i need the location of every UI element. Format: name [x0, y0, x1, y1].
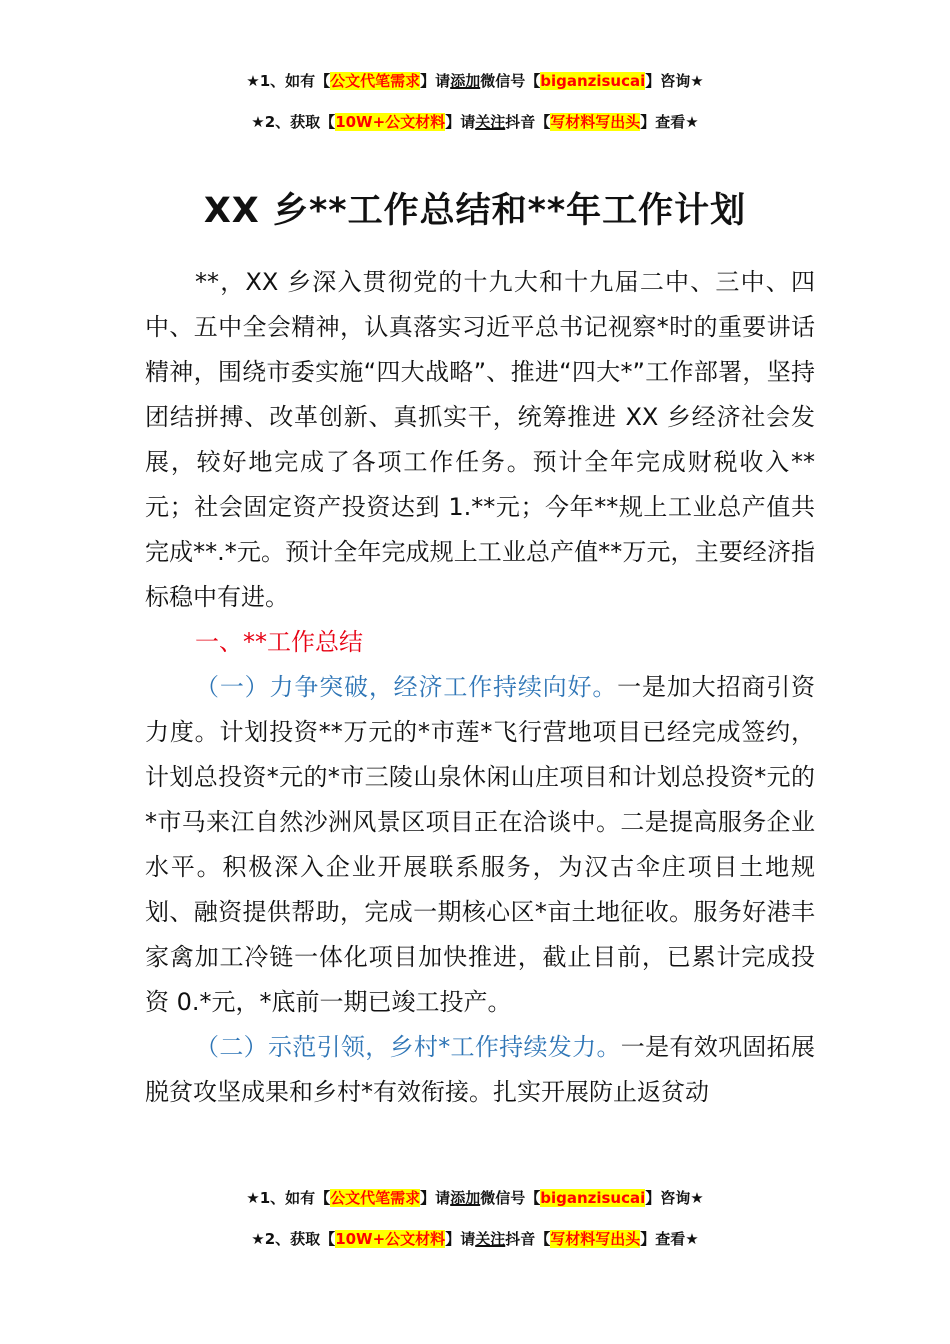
banner-highlight: 公文代笔需求 — [330, 72, 421, 90]
banner-text: 】查看★ — [640, 113, 699, 131]
banner-text: 抖音【 — [505, 1230, 551, 1248]
banner-text: 】请 — [420, 1189, 451, 1207]
banner-text: 】咨询★ — [645, 1189, 704, 1207]
banner-text: 抖音【 — [505, 113, 551, 131]
banner-emphasis: 添加 — [450, 72, 481, 90]
banner-highlight: 写材料写出头 — [550, 113, 641, 131]
banner-text: 】请 — [445, 1230, 476, 1248]
banner-text: ★1、如有【 — [246, 72, 331, 90]
banner-highlight: 写材料写出头 — [550, 1230, 641, 1248]
banner-text: 微信号【 — [480, 1189, 541, 1207]
top-banner-line-1 — [0, 70, 950, 91]
banner-highlight: 10W+公文材料 — [335, 113, 446, 131]
subsection-heading: （一）力争突破，经济工作持续向好。 — [195, 673, 618, 701]
banner-emphasis: 添加 — [450, 1189, 481, 1207]
section-heading: 一、**工作总结 — [195, 628, 363, 656]
banner-highlight: biganzisucai — [540, 72, 646, 90]
banner-text: 】请 — [420, 72, 451, 90]
subsection-text: 一是有效巩固拓展脱贫攻坚成果和乡村*有效衔接。扎实开展防止返贫动 — [145, 1033, 816, 1106]
banner-emphasis: 关注 — [475, 113, 506, 131]
bottom-banner-line-1 — [0, 1187, 950, 1208]
bottom-banner-line-2 — [0, 1228, 950, 1249]
subsection-paragraph — [145, 1025, 815, 1115]
banner-highlight: 公文代笔需求 — [330, 1189, 421, 1207]
banner-text: 】咨询★ — [645, 72, 704, 90]
top-banner-line-2 — [0, 111, 950, 132]
subsection-paragraph — [145, 665, 815, 1025]
subsection-text: 一是加大招商引资力度。计划投资**万元的*市莲*飞行营地项目已经完成签约，计划总投资*元的*市三陵山泉休闲山庄项目和计划总投资*元的*市马来江自然沙洲风景区项目正在洽谈中。二是提高服务企业水平。积极深入企业开展联系服务，为汉古伞庄项目土地规划、融资提供帮助，完成一期核心区*亩土地征收。服务好港丰家禽加工冷链一体化项目加快推进，截止目前，已累计完成投资 0.*元，*底前一期已竣工投产。 — [145, 673, 816, 1016]
banner-emphasis: 关注 — [475, 1230, 506, 1248]
banner-text: 】查看★ — [640, 1230, 699, 1248]
banner-text: ★2、获取【 — [251, 1230, 336, 1248]
banner-highlight: 10W+公文材料 — [335, 1230, 446, 1248]
banner-text: 微信号【 — [480, 72, 541, 90]
banner-text: ★1、如有【 — [246, 1189, 331, 1207]
intro-paragraph: **，XX 乡深入贯彻党的十九大和十九届二中、三中、四中、五中全会精神，认真落实习近平总书记视察*时的重要讲话精神，围绕市委实施“四大战略”、推进“四大*”工作部署，坚持团结拼搏、改革创新、真抓实干，统筹推进 XX 乡经济社会发展，较好地完成了各项工作任务。预计全年完成财税收入**元；社会固定资产投资达到 1.**元；今年**规上工业总产值共完成**.*元。预计全年完成规上工业总产值**万元，主要经济指标稳中有进。 — [145, 268, 815, 611]
document-title: XX 乡**工作总结和**年工作计划 — [203, 191, 747, 231]
document-body — [145, 260, 815, 1115]
banner-text: 】请 — [445, 113, 476, 131]
banner-text: ★2、获取【 — [251, 113, 336, 131]
banner-highlight: biganzisucai — [540, 1189, 646, 1207]
subsection-heading: （二）示范引领，乡村*工作持续发力。 — [195, 1033, 621, 1061]
